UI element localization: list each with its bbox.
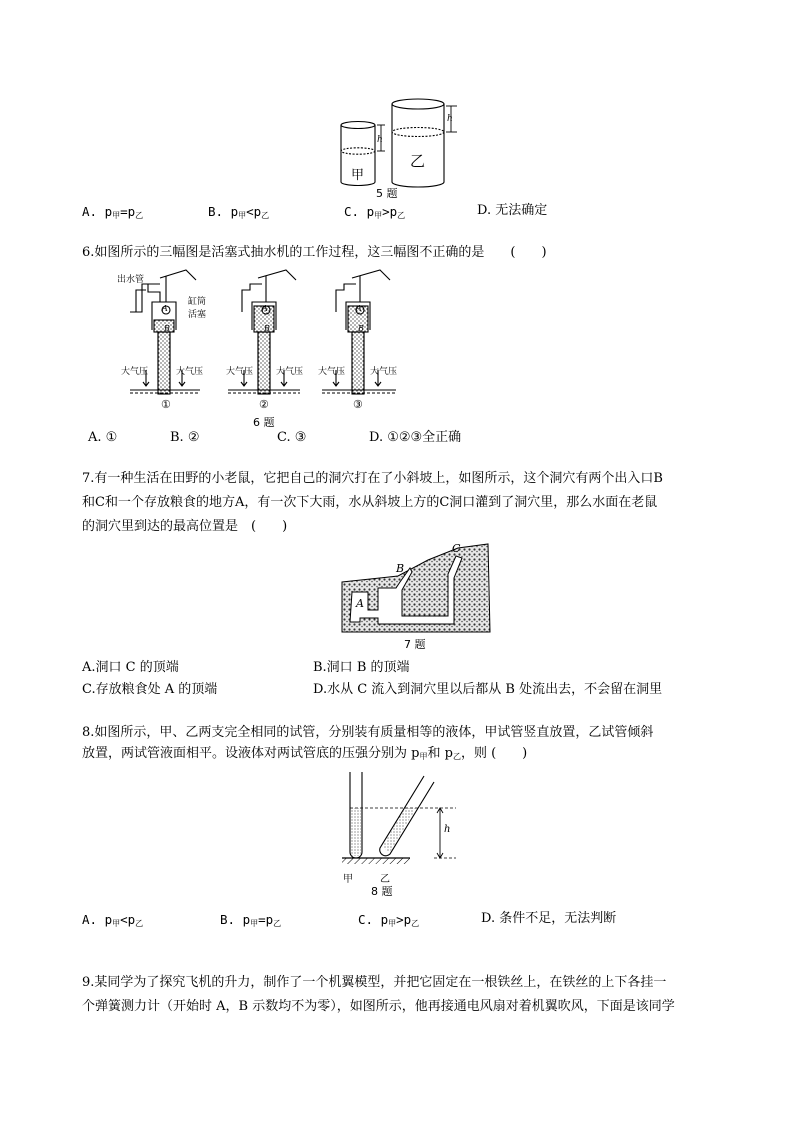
q6-figure: [0, 262, 794, 442]
q6-stem: 6.如图所示的三幅图是活塞式抽水机的工作过程，这三幅图不正确的是 ( ): [82, 245, 547, 260]
q7-label-c: C: [452, 542, 461, 555]
q8-label-jia: 甲: [343, 874, 353, 885]
q7-figure: [338, 538, 498, 638]
q7-option-d: D.水从 C 流入到洞穴里以后都从 B 处流出去，不会留在洞里: [313, 682, 663, 697]
q8-caption: 8 题: [371, 885, 393, 898]
q7-stem-line-2: 和C和一个存放粮食的地方A，有一次下大雨，水从斜坡上方的C洞口灌到了洞穴里，那么水面在老鼠: [82, 495, 658, 510]
q8-stem-line-1: 8.如图所示，甲、乙两支完全相同的试管，分别装有质量相等的液体，甲试管竖直放置，乙试管倾斜: [82, 725, 654, 740]
q7-option-c: C.存放粮食处 A 的顶端: [82, 682, 218, 697]
q7-caption: 7 题: [404, 638, 426, 651]
q6-label-a3: A: [356, 304, 362, 313]
q6-label-b1: B: [164, 324, 170, 333]
q5-figure: [0, 0, 794, 200]
q5-caption: 5 题: [376, 187, 398, 200]
q5-option-d: D. 无法确定: [477, 203, 548, 218]
q9-stem-line-1: 9.某同学为了探究飞机的升力，制作了一个机翼模型，并把它固定在一根铁丝上，在铁丝的上下各挂一: [82, 975, 667, 990]
cylinder-yi: [392, 99, 444, 187]
q6-label-a1: A: [162, 304, 168, 313]
q7-stem-line-1: 7.有一种生活在田野的小老鼠，它把自己的洞穴打在了小斜坡上，如图所示，这个洞穴有两个出入口B: [82, 471, 663, 486]
q7-label-b: B: [396, 562, 405, 575]
q5-h-label-jia: h: [377, 135, 383, 145]
q6-label-atm-1r: 大气压: [176, 367, 204, 377]
q6-label-n3: ③: [353, 398, 363, 411]
q6-label-atm-2r: 大气压: [276, 367, 304, 377]
q9-stem-line-2: 个弹簧测力计（开始时 A，B 示数均不为零），如图所示，他再接通电风扇对着机翼吹风，下面是该同学: [82, 999, 675, 1014]
q7-option-a: A.洞口 C 的顶端: [82, 660, 179, 675]
q5-h-label-yi: h: [447, 114, 453, 124]
q8-label-yi: 乙: [380, 874, 390, 885]
q6-label-n2: ②: [259, 398, 269, 411]
q8-option-c: C. $p_甲>p_乙$: [358, 912, 420, 928]
q6-option-a: A. ①: [88, 430, 118, 445]
q7-option-b: B.洞口 B 的顶端: [313, 660, 410, 675]
q6-label-cylinder: 缸筒: [188, 297, 207, 307]
q8-label-h: h: [444, 824, 451, 835]
q6-label-atm-3r: 大气压: [370, 367, 398, 377]
q6-label-a2: A: [262, 304, 268, 313]
q8-figure: [330, 768, 490, 878]
q5-label-yi: 乙: [410, 152, 426, 170]
q6-option-d: D. ①②③全正确: [369, 430, 462, 445]
q6-option-b: B. ②: [170, 430, 200, 445]
q8-option-d: D. 条件不足，无法判断: [481, 911, 617, 926]
q6-label-b2: B: [264, 324, 270, 333]
q6-label-outlet: 出水管: [117, 275, 145, 285]
q6-label-atm-3l: 大气压: [318, 367, 346, 377]
q6-label-n1: ①: [161, 398, 171, 411]
q8-option-b: B. $p_甲=p_乙$: [220, 912, 282, 928]
q6-caption: 6 题: [253, 416, 275, 429]
q6-label-atm-2l: 大气压: [226, 367, 254, 377]
q7-label-a: A: [356, 597, 364, 610]
q8-stem-line-2: 放置，两试管液面相平。设液体对两试管底的压强分别为 $p_甲$和 $p_乙$，则 ( ): [82, 746, 528, 761]
q6-label-piston: 活塞: [188, 310, 207, 320]
q5-option-b: B. $p_甲<p_乙$: [208, 204, 270, 220]
q6-label-b3: B: [358, 324, 364, 333]
q6-label-atm-1l: 大气压: [121, 367, 149, 377]
q6-option-c: C. ③: [277, 430, 307, 445]
q7-stem-line-3: 的洞穴里到达的最高位置是 ( ): [82, 519, 288, 534]
q8-option-a: A. $p_甲<p_乙$: [82, 912, 144, 928]
q5-label-jia: 甲: [351, 168, 365, 183]
q5-option-a: A. $p_甲=p_乙$: [82, 204, 144, 220]
q5-option-c: C. $p_甲>p_乙$: [344, 204, 406, 220]
